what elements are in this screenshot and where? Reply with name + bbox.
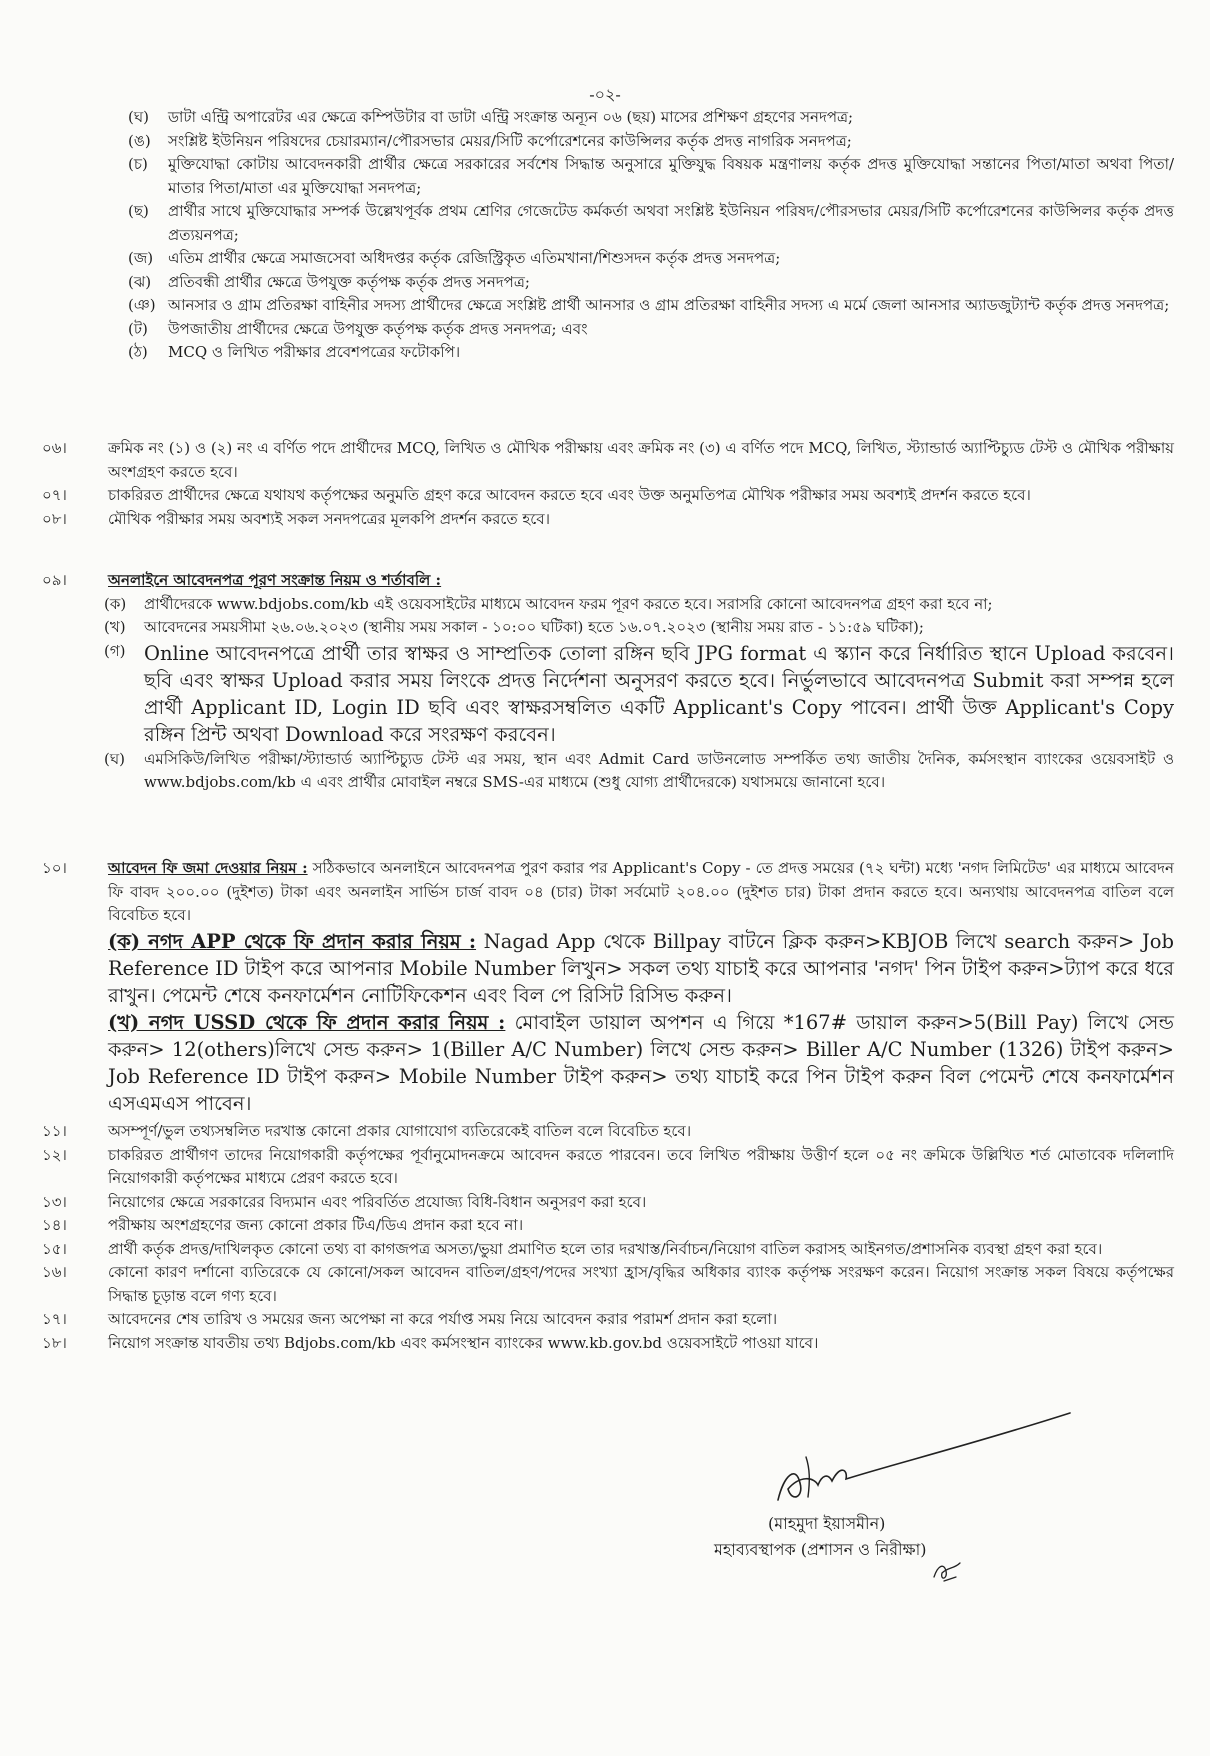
handwritten-signature (770, 1405, 1100, 1515)
point-number: ১০। (42, 859, 67, 877)
list-marker: (ছ) (128, 202, 149, 220)
numbered-point (42, 569, 1174, 593)
list-marker: (জ) (128, 249, 154, 267)
numbered-point (42, 437, 1174, 484)
point-number: ১৩। (42, 1192, 67, 1211)
point-number: ০৯। (42, 571, 67, 589)
list-text: উপজাতীয় প্রার্থীদের ক্ষেত্রে উপযুক্ত কর্তৃপক্ষ কর্তৃক প্রদত্ত সনদপত্র; এবং (168, 319, 588, 338)
list-item (104, 640, 1174, 748)
list-text: ডাটা এন্ট্রি অপারেটর এর ক্ষেত্রে কম্পিউটার বা ডাটা এন্ট্রি সংক্রান্ত অন্যূন ০৬ (ছয়) মাসের প্রশিক্ষণ গ্রহণের সনদপত্র; (168, 108, 854, 126)
list-marker: (ঘ) (128, 108, 149, 126)
numbered-point (42, 1332, 1174, 1356)
point-text: অসম্পূর্ণ/ভুল তথ্যসম্বলিত দরখাস্ত কোনো প্রকার যোগাযোগ ব্যতিরেকেই বাতিল বলে বিবেচিত হবে। (108, 1122, 692, 1140)
list-marker: (ঙ) (128, 131, 151, 150)
list-text: আবেদনের সময়সীমা ২৬.০৬.২০২৩ (স্থানীয় সময় সকাল - ১০:০০ ঘটিকা) হতে ১৬.০৭.২০২৩ (স্থানীয় সময় রাত - ১১:৫৯ ঘটিকা); (144, 618, 924, 636)
list-text: এতিম প্রার্থীর ক্ষেত্রে সমাজসেবা অধিদপ্তর কর্তৃক রেজিস্ট্রিকৃত এতিমখানা/শিশুসদন কর্তৃক প্রদত্ত সনদপত্র; (168, 249, 781, 267)
list-item (128, 106, 1174, 130)
page-number: -০২- (589, 85, 621, 104)
numbered-point (42, 1191, 1174, 1215)
list-text: আনসার ও গ্রাম প্রতিরক্ষা বাহিনীর সদস্য প্রার্থীদের ক্ষেত্রে সংশ্লিষ্ট প্রার্থী আনসার ও গ্রাম প্রতিরক্ষা বাহিনীর সদস্য এ মর্মে জেলা আনসার অ্যাডজুট্যান্ট কর্তৃক প্রদত্ত সনদপত্র; (168, 296, 1170, 314)
numbered-point (42, 508, 1174, 532)
list-text: সংশ্লিষ্ট ইউনিয়ন পরিষদের চেয়ারম্যান/পৌরসভার মেয়র/সিটি কর্পোরেশনের কাউন্সিলর কর্তৃক প্রদত্ত নাগরিক সনদপত্র; (168, 131, 852, 150)
list-marker: (ঞ) (128, 296, 156, 314)
point-number: ০৭। (42, 486, 67, 504)
numbered-point (42, 1308, 1174, 1332)
list-item (128, 247, 1174, 271)
list-text: প্রার্থীর সাথে মুক্তিযোদ্ধার সম্পর্ক উল্লেখপূর্বক প্রথম শ্রেণির গেজেটেড কর্মকর্তা অথবা সংশ্লিষ্ট ইউনিয়ন পরিষদ/পৌরসভার মেয়র/সিটি কর্পোরেশনের কাউন্সিলর কর্তৃক প্রদত্ত প্রত্যয়নপত্র; (168, 202, 1174, 244)
list-item (128, 153, 1174, 200)
list-item (128, 271, 1174, 295)
point-text: কোনো কারণ দর্শানো ব্যতিরেকে যে কোনো/সকল আবেদন বাতিল/গ্রহণ/পদের সংখ্যা হ্রাস/বৃদ্ধির অধিকার ব্যাংক কর্তৃপক্ষ সংরক্ষণ করেন। নিয়োগ সংক্রান্ত সকল বিষয়ে কর্তৃপক্ষের সিদ্ধান্ত চূড়ান্ত বলে গণ্য হবে। (108, 1263, 1174, 1305)
list-marker: (খ) (104, 618, 126, 636)
point-number: ১৮। (42, 1333, 67, 1352)
list-text: Online আবেদনপত্রে প্রার্থী তার স্বাক্ষর ও সাম্প্রতিক তোলা রঙ্গিন ছবি JPG format এ স্ক্যান করে নির্ধারিত স্থানে Upload করবেন। ছবি এবং স্বাক্ষর Upload করার সময় লিংকে প্রদত্ত নির্দেশনা অনুসরণ করতে হবে। নির্ভুলভাবে আবেদনপত্র Submit করা সম্পন্ন হলে প্রার্থী Applicant ID, Login ID ছবি এবং স্বাক্ষরসম্বলিত একটি Applicant's Copy পাবেন। প্রার্থী উক্ত Applicant's Copy রঙ্গিন প্রিন্ট অথবা Download করে সংরক্ষণ করবেন। (144, 641, 1174, 746)
point-number: ১৬। (42, 1263, 67, 1281)
fee-payment-rules (42, 857, 1174, 1117)
subsection-text: Nagad App থেকে Billpay বাটনে ক্লিক করুন>KBJOB লিখে search করুন> Job Reference ID টাইপ করে আপনার Mobile Number লিখুন> সকল তথ্য যাচাই করে আপনার 'নগদ' পিন টাইপ করুন>ট্যাপ করে ধরে রাখুন। পেমেন্ট শেষে কনফার্মেশন নোটিফিকেশন এবং বিল পে রিসিট রিসিভ করুন। (108, 929, 1175, 1007)
numbered-points-11-18 (42, 1120, 1174, 1355)
point-text: নিয়োগের ক্ষেত্রে সরকারের বিদ্যমান এবং পরিবর্তিত প্রযোজ্য বিধি-বিধান অনুসরণ করা হবে। (108, 1192, 647, 1211)
list-text: এমসিকিউ/লিখিত পরীক্ষা/স্ট্যান্ডার্ড অ্যাপ্টিচ্যুড টেস্ট এর সময়, স্থান এবং Admit Card ডাউনলোড সম্পর্কিত তথ্য জাতীয় দৈনিক, কর্মসংস্থান ব্যাংকের ওয়েবসাইট ও www.bdjobs.com/kb এ এবং প্রার্থীর মোবাইল নম্বরে SMS-এর মাধ্যমে (শুধু যোগ্য প্রার্থীদেরকে) যথাসময়ে জানানো হবে। (144, 749, 1174, 791)
point-text: চাকরিরত প্রার্থীদের ক্ষেত্রে যথাযথ কর্তৃপক্ষের অনুমতি গ্রহণ করে আবেদন করতে হবে এবং উক্ত অনুমতিপত্র মৌখিক পরীক্ষার সময় অবশ্যই প্রদর্শন করতে হবে। (108, 486, 1031, 504)
list-item (104, 748, 1174, 795)
signer-name: (মাহমুদা ইয়াসমীন) (768, 1514, 886, 1533)
list-marker: (গ) (104, 641, 126, 660)
attachment-list (42, 106, 1174, 365)
section-heading: অনলাইনে আবেদনপত্র পূরণ সংক্রান্ত নিয়ম ও শর্তাবলি : (108, 571, 442, 589)
point-number: ১৭। (42, 1310, 67, 1328)
list-marker: (ঘ) (104, 749, 125, 768)
online-application-rules (42, 569, 1174, 795)
numbered-points-06-08 (42, 437, 1174, 531)
point-number: ১৫। (42, 1239, 67, 1258)
list-item (104, 593, 1174, 617)
point-text: আবেদনের শেষ তারিখ ও সময়ের জন্য অপেক্ষা না করে পর্যাপ্ত সময় নিয়ে আবেদন করার পরামর্শ প্রদান করা হলো। (108, 1310, 778, 1328)
list-marker: (ঠ) (128, 343, 148, 361)
point-text: মৌখিক পরীক্ষার সময় অবশ্যই সকল সনদপত্রের মূলকপি প্রদর্শন করতে হবে। (108, 509, 550, 528)
nagad-app-rule (108, 928, 1174, 1009)
point-text: পরীক্ষায় অংশগ্রহণের জন্য কোনো প্রকার টিএ/ডিএ প্রদান করা হবে না। (108, 1216, 524, 1234)
point-text: সঠিকভাবে অনলাইনে আবেদনপত্র পুরণ করার পর Applicant's Copy - তে প্রদত্ত সময়ের (৭২ ঘন্টা) মধ্যে 'নগদ লিমিটেড' এর মাধ্যমে আবেদন ফি বাবদ ২০০.০০ (দুইশত) টাকা এবং অনলাইন সার্ভিস চার্জ বাবদ ০৪ (চার) টাকা সর্বমোট ২০৪.০০ (দুইশত চার) টাকা প্রদান করতে হবে। অন্যথায় আবেদনপত্র বাতিল বলে বিবেচিত হবে। (108, 859, 1174, 924)
numbered-point (42, 1238, 1174, 1262)
point-number: ১১। (42, 1122, 67, 1140)
list-text: প্রতিবন্ধী প্রার্থীর ক্ষেত্রে উপযুক্ত কর্তৃপক্ষ কর্তৃক প্রদত্ত সনদপত্র; (168, 272, 530, 291)
numbered-point (42, 1120, 1174, 1144)
numbered-point (42, 484, 1174, 508)
subsection-heading: (খ) নগদ USSD থেকে ফি প্রদান করার নিয়ম : (108, 1010, 506, 1034)
point-text: নিয়োগ সংক্রান্ত যাবতীয় তথ্য Bdjobs.com/kb এবং কর্মসংস্থান ব্যাংকের www.kb.gov.bd ওয়েবসাইটে পাওয়া যাবে। (108, 1333, 819, 1352)
point-number: ০৬। (42, 439, 67, 457)
numbered-point (42, 857, 1174, 928)
signer-title: মহাব্যবস্থাপক (প্রশাসন ও নিরীক্ষা) (714, 1540, 927, 1559)
nagad-ussd-rule (108, 1009, 1174, 1117)
subsection-text: মোবাইল ডায়াল অপশন এ গিয়ে *167# ডায়াল করুন>5(Bill Pay) লিখে সেন্ড করুন> 12(others)লিখে সেন্ড করুন> 1(Biller A/C Number) লিখে সেন্ড করুন> Biller A/C Number (1326) টাইপ করুন> Job Reference ID টাইপ করুন> Mobile Number টাইপ করুন> তথ্য যাচাই করে পিন টাইপ করুন বিল পেমেন্ট শেষে কনফার্মেশন এসএমএস পাবেন। (108, 1010, 1174, 1115)
point-text: চাকরিরত প্রার্থীগণ তাদের নিয়োগকারী কর্তৃপক্ষের পূর্বানুমোদনক্রমে আবেদন করতে পারবেন। তবে লিখিত পরীক্ষায় উত্তীর্ণ হলে ০৫ নং ক্রমিকে উল্লিখিত শর্ত মোতাবেক দলিলাদি নিয়োগকারী কর্তৃপক্ষের মাধ্যমে প্রেরণ করতে হবে। (108, 1145, 1174, 1187)
point-number: ১৪। (42, 1216, 67, 1234)
list-marker: (ক) (104, 594, 127, 613)
list-text: মুক্তিযোদ্ধা কোটায় আবেদনকারী প্রার্থীর ক্ষেত্রে সরকারের সর্বশেষ সিদ্ধান্ত অনুসারে মুক্তিযুদ্ধ বিষয়ক মন্ত্রণালয় কর্তৃক প্রদত্ত মুক্তিযোদ্ধা সন্তানের পিতা/মাতা অথবা পিতা/মাতার পিতা/মাতা এর মুক্তিযোদ্ধা সনদপত্র; (168, 155, 1174, 197)
list-item (128, 294, 1174, 318)
list-item (128, 200, 1174, 247)
numbered-point (42, 1261, 1174, 1308)
numbered-point (42, 1214, 1174, 1238)
point-text: প্রার্থী কর্তৃক প্রদত্ত/দাখিলকৃত কোনো তথ্য বা কাগজপত্র অসত্য/ভুয়া প্রমাণিত হলে তার দরখাস্ত/নির্বাচন/নিয়োগ বাতিল করাসহ আইনগত/প্রশাসনিক ব্যবস্থা গ্রহণ করা হবে। (108, 1239, 1103, 1258)
list-item (104, 616, 1174, 640)
list-marker: (চ) (128, 155, 148, 173)
point-text: ক্রমিক নং (১) ও (২) নং এ বর্ণিত পদে প্রার্থীদের MCQ, লিখিত ও মৌখিক পরীক্ষায় এবং ক্রমিক নং (৩) এ বর্ণিত পদে MCQ, লিখিত, স্ট্যান্ডার্ড অ্যাপ্টিচ্যুড টেস্ট ও মৌখিক পরীক্ষায় অংশগ্রহণ করতে হবে। (108, 439, 1174, 481)
section-heading: আবেদন ফি জমা দেওয়ার নিয়ম : (108, 859, 308, 877)
list-text: MCQ ও লিখিত পরীক্ষার প্রবেশপত্রের ফটোকপি। (168, 343, 461, 361)
initial-mark-icon (930, 1555, 966, 1585)
list-item (128, 341, 1174, 365)
signature-block (640, 1405, 1100, 1625)
list-item (128, 318, 1174, 342)
list-marker: (ট) (128, 319, 148, 338)
point-number: ১২। (42, 1145, 67, 1164)
numbered-point (42, 1144, 1174, 1191)
subsection-heading: (ক) নগদ APP থেকে ফি প্রদান করার নিয়ম : (108, 929, 477, 953)
point-number: ০৮। (42, 509, 67, 528)
list-marker: (ঝ) (128, 272, 152, 291)
list-item (128, 130, 1174, 154)
list-text: প্রার্থীদেরকে www.bdjobs.com/kb এই ওয়েবসাইটের মাধ্যমে আবেদন ফরম পূরণ করতে হবে। সরাসরি কোনো আবেদনপত্র গ্রহণ করা হবে না; (144, 594, 993, 613)
